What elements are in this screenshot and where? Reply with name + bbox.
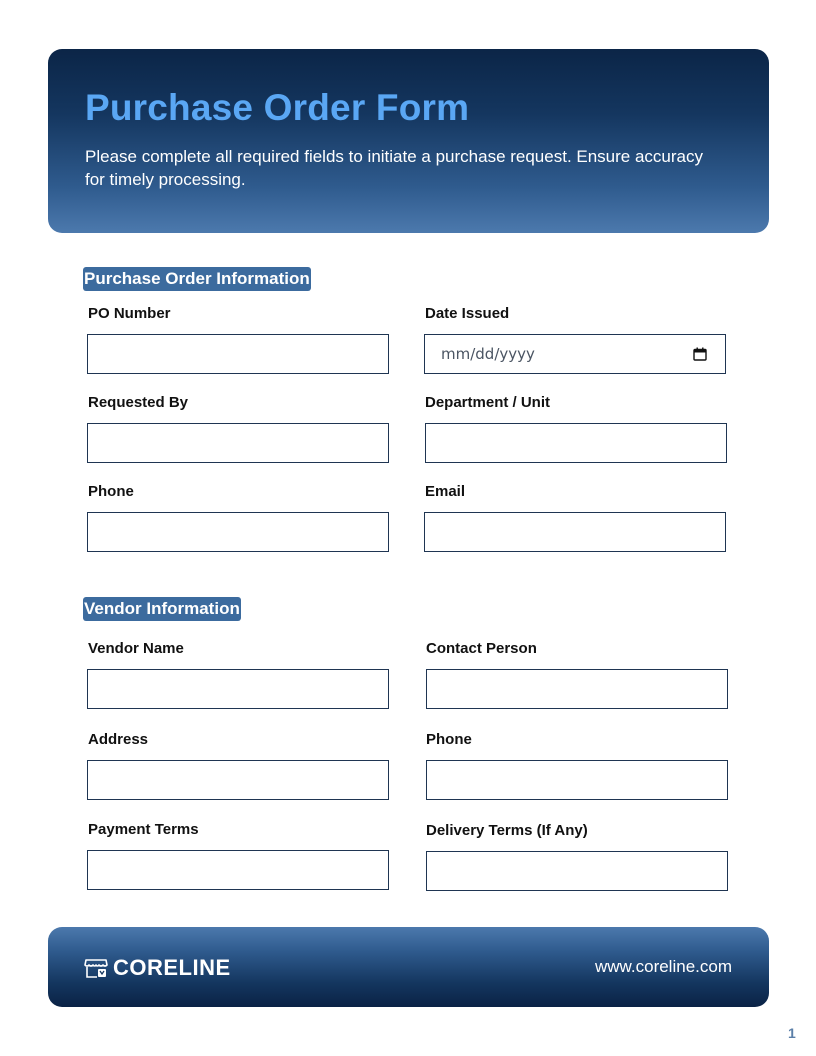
department-label: Department / Unit — [425, 394, 551, 411]
section-title-po-information: Purchase Order Information — [83, 267, 311, 291]
vendor-name-field[interactable] — [87, 669, 389, 709]
storefront-icon — [84, 956, 108, 980]
email-label: Email — [425, 483, 466, 500]
header-banner — [48, 49, 769, 233]
address-field[interactable] — [87, 760, 389, 800]
requested-by-label: Requested By — [88, 394, 189, 411]
calendar-icon[interactable] — [693, 347, 707, 361]
website-link[interactable]: www.coreline.com — [595, 957, 732, 976]
delivery-terms-field[interactable] — [426, 851, 728, 891]
phone-field[interactable] — [87, 512, 389, 552]
date-issued-field[interactable] — [424, 334, 726, 374]
contact-person-field[interactable] — [426, 669, 728, 709]
brand-name: CORELINE — [113, 955, 231, 980]
phone-label: Phone — [88, 483, 134, 500]
footer-banner — [48, 927, 769, 1007]
delivery-terms-label: Delivery Terms (If Any) — [426, 822, 588, 839]
contact-person-label: Contact Person — [426, 640, 537, 657]
page-number: 1 — [788, 1025, 796, 1041]
address-label: Address — [88, 731, 149, 748]
vendor-phone-field[interactable] — [426, 760, 728, 800]
vendor-name-label: Vendor Name — [88, 640, 184, 657]
section-title-vendor-information: Vendor Information — [83, 597, 241, 621]
po-number-label: PO Number — [88, 305, 171, 322]
po-number-field[interactable] — [87, 334, 389, 374]
date-placeholder: mm/dd/yyyy — [441, 345, 535, 363]
requested-by-field[interactable] — [87, 423, 389, 463]
payment-terms-field[interactable] — [87, 850, 389, 890]
email-field[interactable] — [424, 512, 726, 552]
vendor-phone-label: Phone — [426, 731, 472, 748]
date-issued-label: Date Issued — [425, 305, 510, 322]
department-field[interactable] — [425, 423, 727, 463]
page-title: Purchase Order Form — [85, 87, 470, 128]
payment-terms-label: Payment Terms — [88, 821, 199, 838]
brand-logo — [84, 955, 231, 981]
page-subtitle: Please complete all required fields to initiate a purchase request. Ensure accuracy for timely processing. — [85, 147, 704, 189]
